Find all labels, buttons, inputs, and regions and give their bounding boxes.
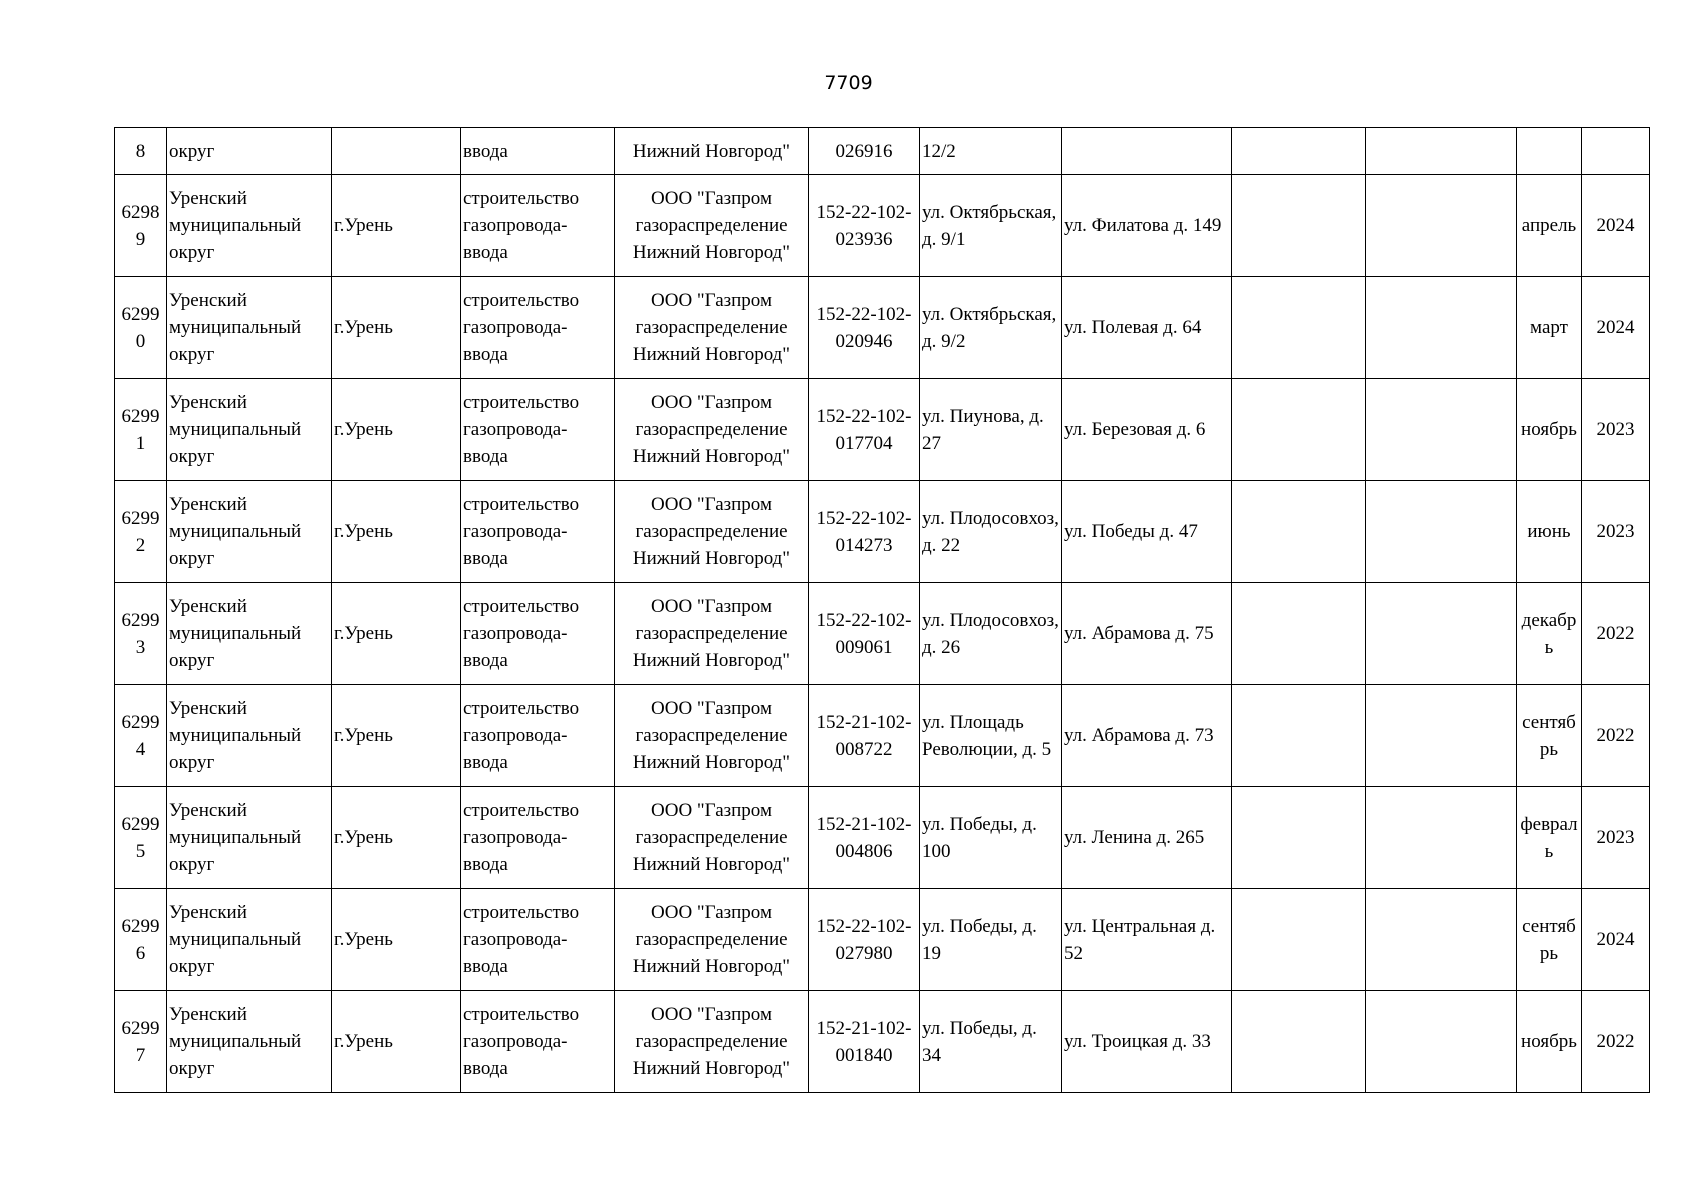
page-number: 7709 [824,72,873,94]
cell-locality: г.Урень [332,481,461,583]
table-row [115,277,1650,379]
cell-address-from: ул. Пиунова, д. 27 [920,379,1062,481]
cell-district: Уренский муниципальный округ [167,685,332,787]
cell-extra1 [1232,991,1366,1093]
cell-address-to: ул. Березовая д. 6 [1062,379,1232,481]
cell-district: Уренский муниципальный округ [167,583,332,685]
cell-extra1 [1232,175,1366,277]
cell-num: 62994 [115,685,167,787]
cell-num: 62993 [115,583,167,685]
cell-extra2 [1366,889,1517,991]
cell-organization: ООО "Газпром газораспределение Нижний Новгород" [615,991,809,1093]
cell-month: сентябрь [1517,889,1582,991]
cell-extra2 [1366,175,1517,277]
cell-locality: г.Урень [332,175,461,277]
cell-address-from: ул. Победы, д. 100 [920,787,1062,889]
cell-address-from: ул. Победы, д. 19 [920,889,1062,991]
cell-extra1 [1232,685,1366,787]
cell-address-to: ул. Ленина д. 265 [1062,787,1232,889]
cell-month: апрель [1517,175,1582,277]
cell-code: 152-21-102-001840 [809,991,920,1093]
table-row [115,175,1650,277]
cell-extra1 [1232,889,1366,991]
cell-month: март [1517,277,1582,379]
cell-year: 2023 [1582,481,1650,583]
cell-address-to [1062,128,1232,175]
cell-month: ноябрь [1517,991,1582,1093]
cell-organization: ООО "Газпром газораспределение Нижний Новгород" [615,787,809,889]
cell-code: 152-21-102-008722 [809,685,920,787]
cell-code: 152-21-102-004806 [809,787,920,889]
cell-extra2 [1366,277,1517,379]
cell-address-to: ул. Абрамова д. 73 [1062,685,1232,787]
cell-work: строительство газопровода-ввода [461,175,615,277]
cell-work: строительство газопровода-ввода [461,481,615,583]
cell-num: 62992 [115,481,167,583]
cell-district: Уренский муниципальный округ [167,889,332,991]
cell-extra2 [1366,128,1517,175]
cell-organization: ООО "Газпром газораспределение Нижний Новгород" [615,583,809,685]
cell-year: 2022 [1582,583,1650,685]
cell-code: 152-22-102-017704 [809,379,920,481]
cell-num: 62991 [115,379,167,481]
cell-work: строительство газопровода-ввода [461,277,615,379]
cell-extra1 [1232,128,1366,175]
cell-district: Уренский муниципальный округ [167,277,332,379]
cell-num: 62995 [115,787,167,889]
cell-district: Уренский муниципальный округ [167,991,332,1093]
cell-address-from: ул. Победы, д. 34 [920,991,1062,1093]
cell-num: 62997 [115,991,167,1093]
cell-num: 8 [115,128,167,175]
cell-extra1 [1232,787,1366,889]
cell-month: декабрь [1517,583,1582,685]
cell-year [1582,128,1650,175]
cell-work: строительство газопровода-ввода [461,787,615,889]
cell-month: ноябрь [1517,379,1582,481]
cell-month [1517,128,1582,175]
cell-district: округ [167,128,332,175]
cell-year: 2023 [1582,379,1650,481]
cell-address-from: ул. Плодосовхоз, д. 22 [920,481,1062,583]
table-row [115,379,1650,481]
register-table [114,127,1650,1093]
cell-district: Уренский муниципальный округ [167,175,332,277]
cell-num: 62989 [115,175,167,277]
cell-organization: Нижний Новгород" [615,128,809,175]
cell-month: сентябрь [1517,685,1582,787]
cell-extra2 [1366,379,1517,481]
cell-address-to: ул. Полевая д. 64 [1062,277,1232,379]
cell-locality: г.Урень [332,889,461,991]
cell-locality: г.Урень [332,379,461,481]
cell-code: 152-22-102-014273 [809,481,920,583]
cell-address-from: ул. Плодосовхоз, д. 26 [920,583,1062,685]
cell-year: 2024 [1582,175,1650,277]
cell-work: строительство газопровода-ввода [461,991,615,1093]
cell-organization: ООО "Газпром газораспределение Нижний Новгород" [615,889,809,991]
cell-address-to: ул. Победы д. 47 [1062,481,1232,583]
cell-extra1 [1232,277,1366,379]
cell-work: строительство газопровода-ввода [461,379,615,481]
table-row [115,583,1650,685]
cell-code: 152-22-102-023936 [809,175,920,277]
table-row [115,128,1650,175]
cell-locality: г.Урень [332,685,461,787]
cell-locality: г.Урень [332,277,461,379]
cell-district: Уренский муниципальный округ [167,379,332,481]
cell-num: 62996 [115,889,167,991]
cell-extra1 [1232,379,1366,481]
cell-year: 2022 [1582,685,1650,787]
cell-address-from: ул. Октябрьская, д. 9/2 [920,277,1062,379]
cell-extra2 [1366,583,1517,685]
cell-address-to: ул. Филатова д. 149 [1062,175,1232,277]
cell-year: 2024 [1582,277,1650,379]
cell-work: ввода [461,128,615,175]
cell-extra1 [1232,583,1366,685]
cell-code: 152-22-102-009061 [809,583,920,685]
table-row [115,787,1650,889]
cell-extra2 [1366,787,1517,889]
table-row [115,685,1650,787]
cell-address-to: ул. Абрамова д. 75 [1062,583,1232,685]
cell-code: 026916 [809,128,920,175]
table-row [115,991,1650,1093]
table-row [115,889,1650,991]
cell-work: строительство газопровода-ввода [461,583,615,685]
cell-organization: ООО "Газпром газораспределение Нижний Новгород" [615,685,809,787]
cell-year: 2024 [1582,889,1650,991]
cell-address-from: 12/2 [920,128,1062,175]
cell-num: 62990 [115,277,167,379]
cell-extra2 [1366,991,1517,1093]
cell-organization: ООО "Газпром газораспределение Нижний Новгород" [615,481,809,583]
table-row [115,481,1650,583]
cell-extra1 [1232,481,1366,583]
cell-organization: ООО "Газпром газораспределение Нижний Новгород" [615,175,809,277]
cell-year: 2023 [1582,787,1650,889]
cell-year: 2022 [1582,991,1650,1093]
cell-locality: г.Урень [332,583,461,685]
cell-district: Уренский муниципальный округ [167,481,332,583]
cell-month: февраль [1517,787,1582,889]
cell-address-from: ул. Октябрьская, д. 9/1 [920,175,1062,277]
cell-work: строительство газопровода-ввода [461,889,615,991]
cell-extra2 [1366,481,1517,583]
cell-locality: г.Урень [332,991,461,1093]
table-body [115,128,1650,1093]
cell-locality [332,128,461,175]
cell-organization: ООО "Газпром газораспределение Нижний Новгород" [615,379,809,481]
cell-month: июнь [1517,481,1582,583]
cell-locality: г.Урень [332,787,461,889]
cell-address-to: ул. Троицкая д. 33 [1062,991,1232,1093]
cell-organization: ООО "Газпром газораспределение Нижний Новгород" [615,277,809,379]
cell-address-from: ул. Площадь Революции, д. 5 [920,685,1062,787]
cell-extra2 [1366,685,1517,787]
cell-address-to: ул. Центральная д. 52 [1062,889,1232,991]
cell-work: строительство газопровода-ввода [461,685,615,787]
cell-code: 152-22-102-027980 [809,889,920,991]
cell-district: Уренский муниципальный округ [167,787,332,889]
cell-code: 152-22-102-020946 [809,277,920,379]
